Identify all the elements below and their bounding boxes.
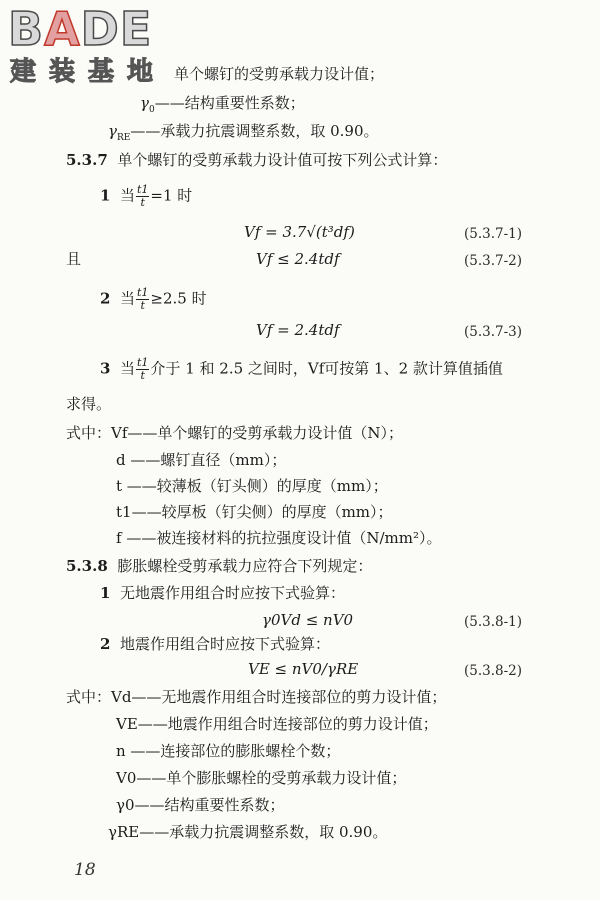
equation-number: (5.3.7-2) bbox=[464, 253, 523, 269]
equation-number: (5.3.8-2) bbox=[464, 663, 523, 679]
text-line: 求得。 bbox=[66, 395, 112, 413]
symbol-definition: t ——较薄板（钉头侧）的厚度（mm）； bbox=[116, 477, 388, 495]
clause-1: 1 当 $\frac{t1}{t}$ =1 时 bbox=[100, 183, 193, 209]
formula-5-3-7-2: Vf ≤ 2.4tdf bbox=[256, 250, 340, 268]
clause-3: 3 当 $\frac{t1}{t}$ 介于 1 和 2.5 之间时，Vf可按第 1、2 款计算值插值 bbox=[100, 356, 503, 382]
symbol-definition: d ——螺钉直径（mm）； bbox=[116, 451, 287, 469]
equation-number: (5.3.7-3) bbox=[464, 324, 523, 340]
where-line: 式中：Vd——无地震作用组合时连接部位的剪力设计值； bbox=[66, 688, 447, 706]
text-line: 单个螺钉的受剪承载力设计值； bbox=[174, 65, 385, 83]
bade-logo bbox=[8, 4, 178, 94]
section-5-3-7: 5.3.7 单个螺钉的受剪承载力设计值可按下列公式计算： bbox=[66, 151, 448, 169]
formula-5-3-7-1: Vf = 3.7√(t³df) bbox=[244, 223, 355, 241]
symbol-definition: t1——较厚板（钉尖侧）的厚度（mm）； bbox=[116, 503, 393, 521]
section-5-3-8: 5.3.8 膨胀螺栓受剪承载力应符合下列规定： bbox=[66, 557, 373, 575]
symbol-definition: VE——地震作用组合时连接部位的剪力设计值； bbox=[116, 715, 438, 733]
formula-5-3-8-1: γ0Vd ≤ nV0 bbox=[262, 611, 354, 629]
symbol-definition: $\gamma_0——$结构重要性系数； bbox=[140, 94, 305, 115]
clause-2: 2 地震作用组合时应按下式验算： bbox=[100, 635, 330, 653]
symbol-definition: n ——连接部位的膨胀螺栓个数； bbox=[116, 742, 341, 760]
equation-number: (5.3.8-1) bbox=[464, 614, 523, 630]
equation-number: (5.3.7-1) bbox=[464, 226, 523, 242]
symbol-definition: γRE——承载力抗震调整系数，取 0.90。 bbox=[108, 823, 388, 841]
symbol-definition: V0——单个膨胀螺栓的受剪承载力设计值； bbox=[116, 769, 407, 787]
formula-5-3-7-3: Vf = 2.4tdf bbox=[256, 321, 340, 339]
symbol-definition: f ——被连接材料的抗拉强度设计值（N/mm²）。 bbox=[116, 529, 442, 547]
symbol-definition: γ0——结构重要性系数； bbox=[116, 796, 285, 814]
formula-5-3-8-2: VE ≤ nV0/γRE bbox=[248, 660, 359, 678]
logo-wordmark: BADE bbox=[8, 2, 153, 56]
where-line: 式中：Vf——单个螺钉的受剪承载力设计值（N）； bbox=[66, 424, 404, 442]
symbol-definition: $\gamma_{RE}——$承载力抗震调整系数，取 0.90。 bbox=[108, 122, 379, 143]
clause-2: 2 当 $\frac{t1}{t}$ ≥2.5 时 bbox=[100, 286, 207, 312]
logo-subtitle: 建装基地 bbox=[10, 57, 167, 87]
clause-1: 1 无地震作用组合时应按下式验算： bbox=[100, 584, 345, 602]
page-number: 18 bbox=[74, 860, 96, 880]
text-line: 且 bbox=[66, 250, 82, 268]
